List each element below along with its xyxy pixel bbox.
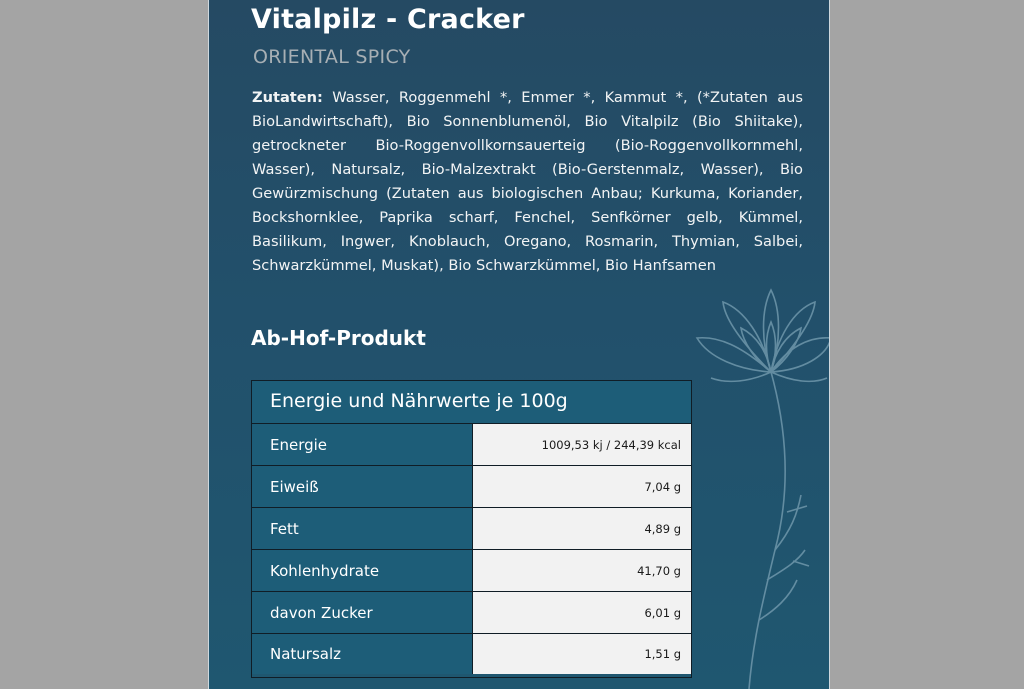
- nutrition-value: 1,51 g: [473, 634, 691, 674]
- ingredients-list: Wasser, Roggenmehl *, Emmer *, Kammut *, (*Zutaten aus BioLandwirtschaft), Bio Sonnenblumenöl, Bio Vitalpilz (Bio Shiitake), getrockneter Bio-Roggenvollkornsauerteig (Bio-Roggenvollkornmehl, Wasser), Natursalz, Bio-Malzextrakt (Bio-Gerstenmalz, Wasser), Bio Gewürzmischung (Zutaten aus biologischen Anbau; Kurkuma, Koriander, Bockshornklee, Paprika scharf, Fenchel, Senfkörner gelb, Kümmel, Basilikum, Ingwer, Knoblauch, Oregano, Rosmarin, Thymian, Salbei, Schwarzkümmel, Muskat), Bio Schwarzkümmel, Bio Hanfsamen: [252, 89, 803, 274]
- nutrition-label: Energie: [252, 424, 473, 465]
- nutrition-row-energie: [252, 424, 691, 466]
- nutrition-value: 6,01 g: [473, 592, 691, 633]
- nutrition-label: Kohlenhydrate: [252, 550, 473, 591]
- nutrition-row-natursalz: [252, 634, 691, 674]
- product-card: [208, 0, 830, 689]
- lotus-flower-icon: [679, 280, 830, 689]
- nutrition-label: Natursalz: [252, 634, 473, 674]
- nutrition-value: 1009,53 kj / 244,39 kcal: [473, 424, 691, 465]
- nutrition-row-fett: [252, 508, 691, 550]
- ingredients-text: [252, 86, 803, 278]
- nutrition-row-zucker: [252, 592, 691, 634]
- nutrition-table-header: Energie und Nährwerte je 100g: [252, 381, 691, 424]
- product-subtitle: ORIENTAL SPICY: [253, 46, 411, 68]
- nutrition-row-kohlenhydrate: [252, 550, 691, 592]
- nutrition-label: Fett: [252, 508, 473, 549]
- nutrition-value: 4,89 g: [473, 508, 691, 549]
- section-heading: Ab-Hof-Produkt: [251, 326, 426, 350]
- nutrition-label: davon Zucker: [252, 592, 473, 633]
- nutrition-row-eiweiss: [252, 466, 691, 508]
- product-title: Vitalpilz - Cracker: [251, 4, 525, 35]
- nutrition-label: Eiweiß: [252, 466, 473, 507]
- nutrition-value: 7,04 g: [473, 466, 691, 507]
- nutrition-value: 41,70 g: [473, 550, 691, 591]
- nutrition-table: [251, 380, 692, 678]
- ingredients-label: Zutaten:: [252, 89, 323, 106]
